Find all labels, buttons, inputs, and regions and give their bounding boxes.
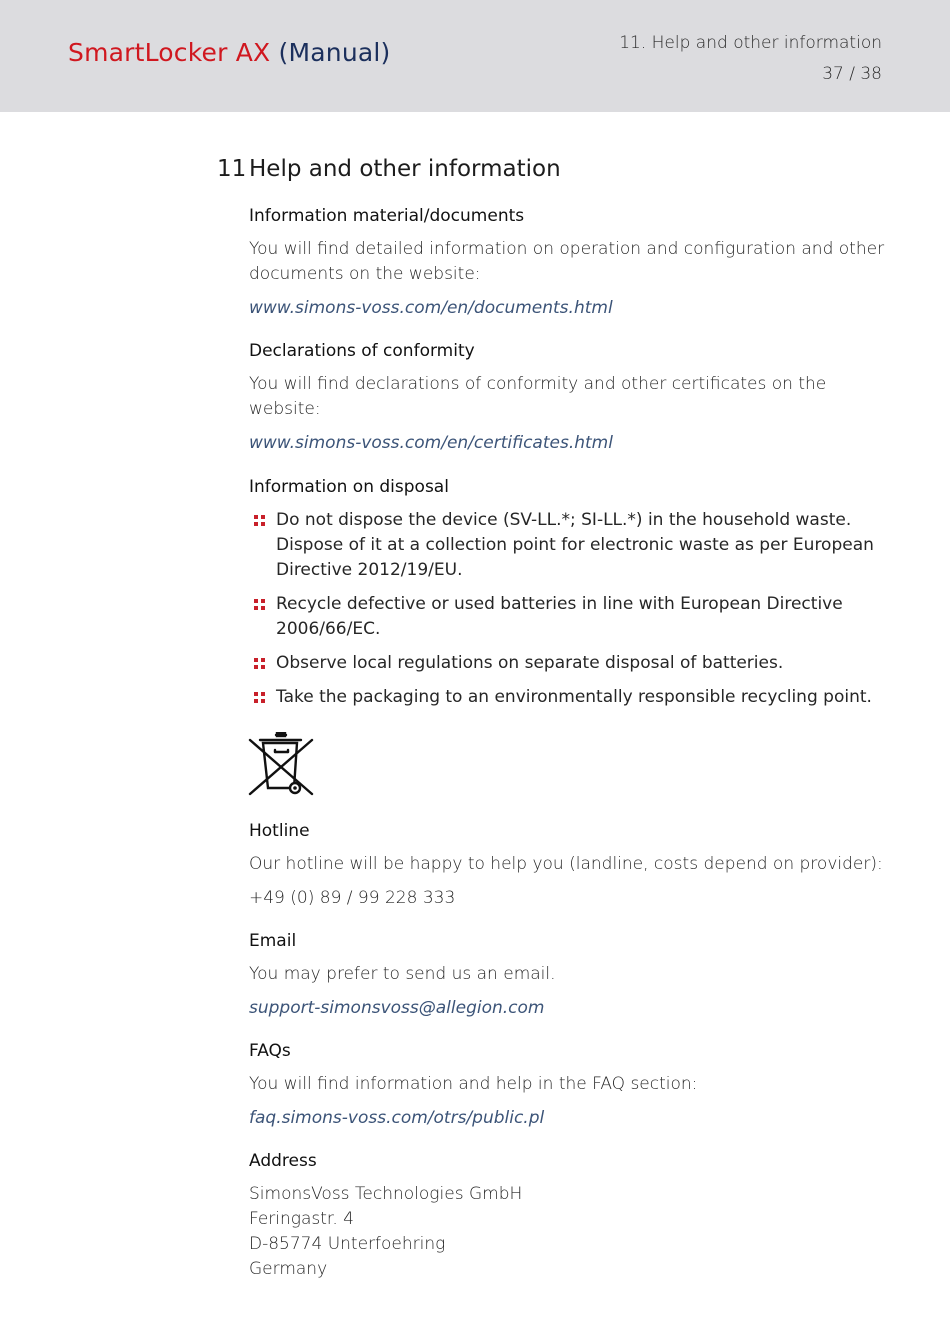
header-meta [619, 28, 882, 90]
faq-link[interactable]: faq.simons-voss.com/otrs/public.pl [249, 1108, 545, 1128]
list-item-text: Recycle defective or used batteries in line with European Directive 2006/66/EC. [276, 594, 843, 639]
section-text: You will find declarations of conformity and other certificates on the website: [249, 374, 827, 419]
address-line: Germany [249, 1259, 328, 1279]
brand-sub: (Manual) [278, 38, 391, 67]
section-heading: Address [249, 1151, 317, 1171]
section-heading: Information material/documents [249, 206, 525, 226]
page-number: 37 / 38 [822, 64, 882, 84]
section-heading: FAQs [249, 1041, 291, 1061]
email-link[interactable]: support-simonsvoss@allegion.com [249, 998, 545, 1018]
brand-title [68, 38, 390, 67]
list-item-text: Observe local regulations on separate disposal of batteries. [276, 653, 784, 673]
section-text: You may prefer to send us an email. [249, 964, 556, 984]
section-info-material [249, 205, 889, 321]
section-heading: Information on disposal [249, 477, 449, 497]
section-hotline [249, 820, 889, 911]
list-item [249, 651, 889, 676]
section-text: You will find detailed information on operation and configuration and other documents on the website: [249, 239, 885, 284]
address-line: Feringastr. 4 [249, 1209, 354, 1229]
list-item [249, 685, 889, 710]
list-item-text: Take the packaging to an environmentally responsible recycling point. [276, 687, 872, 707]
section-conformity [249, 340, 889, 456]
section-text: Our hotline will be happy to help you (landline, costs depend on provider): [249, 854, 883, 874]
header-chapter: 11. Help and other information [619, 33, 882, 53]
list-item [249, 508, 889, 583]
section-email [249, 930, 889, 1021]
section-faqs [249, 1040, 889, 1131]
bullet-icon [254, 658, 265, 669]
crossed-out-wheelie-bin-icon [248, 732, 314, 798]
section-heading: Hotline [249, 821, 310, 841]
page-header [0, 0, 950, 112]
section-disposal [249, 476, 889, 719]
section-address [249, 1150, 889, 1282]
certificates-link[interactable]: www.simons-voss.com/en/certificates.html [249, 433, 613, 453]
list-item [249, 592, 889, 642]
bullet-icon [254, 599, 265, 610]
bullet-icon [254, 692, 265, 703]
section-heading: Email [249, 931, 297, 951]
address-line: D-85774 Unterfoehring [249, 1234, 446, 1254]
bullet-icon [254, 515, 265, 526]
disposal-list [249, 508, 889, 710]
section-text: You will find information and help in the FAQ section: [249, 1074, 698, 1094]
chapter-title: Help and other information [249, 156, 561, 182]
brand-main: SmartLocker AX [68, 38, 271, 67]
chapter-number: 11 [217, 156, 247, 182]
hotline-phone: +49 (0) 89 / 99 228 333 [249, 888, 456, 908]
documents-link[interactable]: www.simons-voss.com/en/documents.html [249, 298, 613, 318]
list-item-text: Do not dispose the device (SV-LL.*; SI-LL.*) in the household waste. Dispose of it at a collection point for electronic waste as per European Directive 2012/19/EU. [276, 510, 874, 580]
section-heading: Declarations of conformity [249, 341, 475, 361]
address-line: SimonsVoss Technologies GmbH [249, 1184, 523, 1204]
